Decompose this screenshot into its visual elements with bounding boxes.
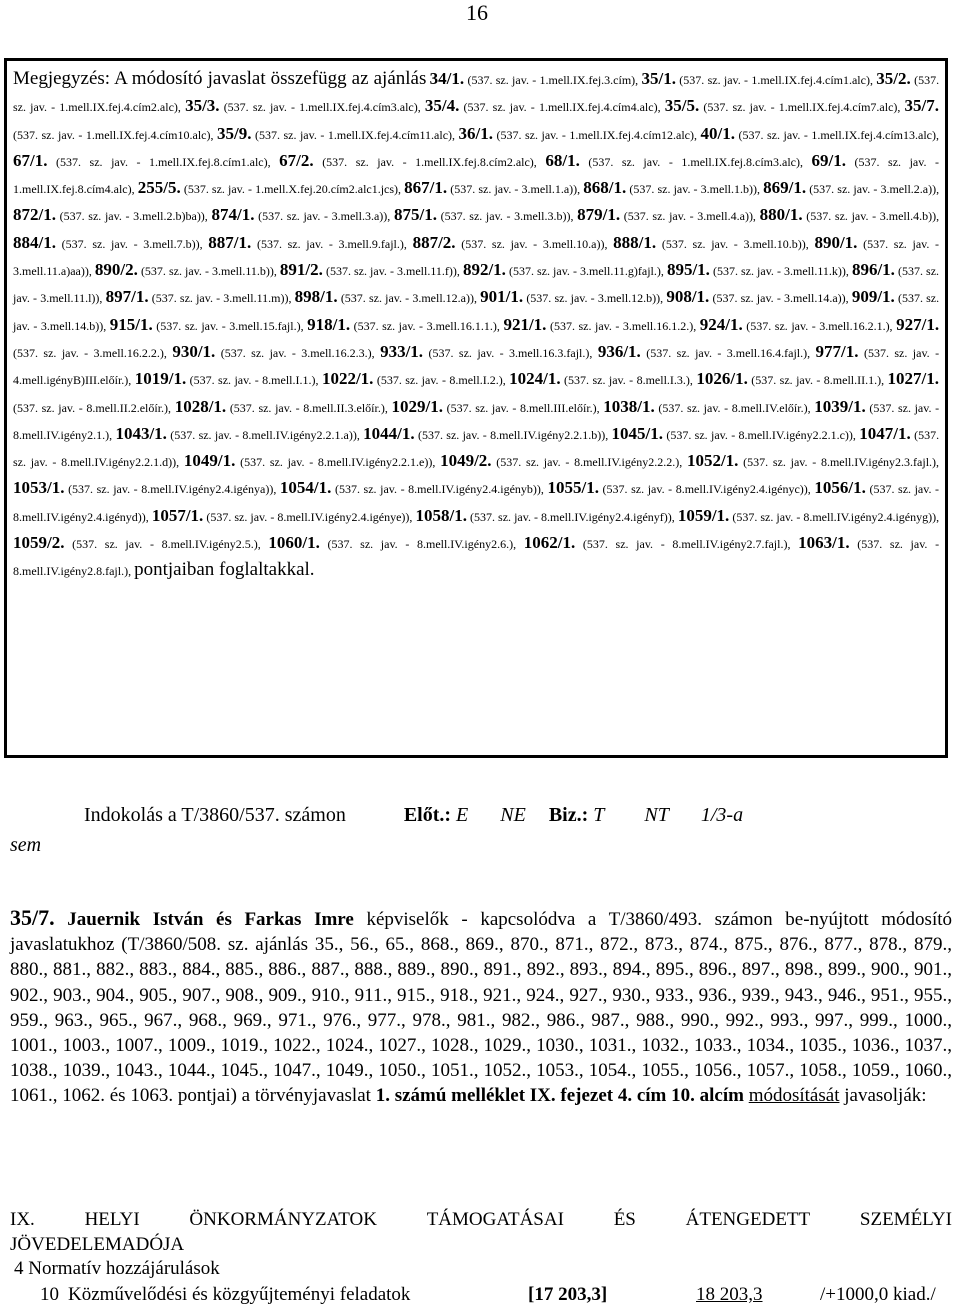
note-item-ref: (537. sz. jav. - 3.mell.1.a)),: [450, 182, 581, 197]
note-item-number: 1052/1.: [686, 451, 739, 471]
note-item-number: 1049/2.: [440, 451, 492, 471]
note-item-ref: (537. sz. jav. - 8.mell.IV.igény2.2.1.d)),: [13, 427, 940, 470]
proposal-chapter: IX. fejezet 4. cím 10. alcím: [529, 1085, 744, 1107]
note-item-ref: (537. sz. jav. - 1.mell.IX.fej.4.cím11.alc),: [254, 127, 456, 142]
note-item-ref: (537. sz. jav. - 3.mell.11.k)),: [712, 264, 849, 279]
elot-label: Előt.:: [403, 804, 452, 826]
section-heading: [10, 1207, 952, 1257]
note-item-number: 890/1.: [814, 232, 858, 252]
note-item-ref: (537. sz. jav. - 8.mell.I.1.),: [189, 373, 319, 388]
note-item-ref: (537. sz. jav. - 3.mell.16.2.1.),: [746, 318, 893, 333]
section-heading-word: HELYI: [84, 1209, 140, 1230]
note-item-number: 875/1.: [393, 205, 437, 225]
note-item-number: 35/7.: [904, 96, 940, 116]
note-item-ref: (537. sz. jav. - 8.mell.IV.igény2.7.fajl.),: [582, 537, 791, 552]
note-item-ref: (537. sz. jav. - 3.mell.11.g)fajl.),: [508, 264, 664, 279]
indoklas-line: [84, 804, 743, 827]
note-item-number: 1053/1.: [13, 478, 65, 498]
note-item-ref: (537. sz. jav. - 1.mell.X.fej.20.cím2.alc1.jcs),: [183, 182, 402, 197]
item-change: /+1000,0 kiad./: [820, 1284, 936, 1305]
note-item-ref: (537. sz. jav. - 3.mell.1.b)),: [629, 182, 760, 197]
note-item-number: 977/1.: [815, 341, 859, 361]
note-item-ref: (537. sz. jav. - 1.mell.IX.fej.4.cím10.alc),: [13, 127, 214, 142]
note-item-number: 1045/1.: [611, 423, 664, 443]
note-item-number: 1058/1.: [415, 505, 467, 525]
note-item-ref: (537. sz. jav. - 8.mell.IV.igény2.4.igényc)),: [602, 482, 811, 497]
note-item-number: 908/1.: [666, 287, 710, 307]
proposal-authors: Jauernik István és Farkas Imre: [67, 909, 354, 930]
note-item-ref: (537. sz. jav. - 3.mell.16.1.1.),: [353, 318, 500, 333]
proposal-annex: 1. számú melléklet: [375, 1085, 526, 1107]
note-item-ref: (537. sz. jav. - 3.mell.11.b)),: [140, 264, 277, 279]
note-item-number: 896/1.: [851, 260, 895, 280]
note-item-ref: (537. sz. jav. - 3.mell.11.a)aa)),: [13, 236, 940, 279]
note-item-ref: (537. sz. jav. - 8.mell.IV.igény2.4.igényb)),: [334, 482, 544, 497]
note-item-number: 1055/1.: [547, 478, 599, 498]
note-item-number: 1047/1.: [859, 423, 911, 443]
note-item-number: 1026/1.: [696, 369, 748, 389]
note-item-ref: (537. sz. jav. - 1.mell.IX.fej.4.cím3.alc),: [223, 100, 421, 115]
note-item-number: 35/1.: [641, 69, 676, 88]
note-item-number: 880/1.: [759, 205, 803, 225]
note-item-number: 887/1.: [208, 232, 252, 252]
note-item-ref: (537. sz. jav. - 4.mell.igényB)III.előír.),: [13, 345, 940, 388]
note-item-number: 921/1.: [503, 314, 547, 334]
note-item-number: 1038/1.: [603, 396, 655, 416]
note-item-ref: (537. sz. jav. - 3.mell.14.b)),: [13, 291, 940, 333]
note-item-number: 69/1.: [811, 150, 846, 170]
item-label: Közművelődési és közgyűjteményi feladatok: [68, 1284, 411, 1305]
note-item-number: 1060/1.: [268, 533, 320, 553]
note-item-ref: (537. sz. jav. - 8.mell.IV.igény2.2.1.a)),: [170, 427, 360, 442]
note-item-ref: (537. sz. jav. - 3.mell.16.4.fajl.),: [646, 345, 811, 360]
note-item-ref: (537. sz. jav. - 3.mell.16.3.fajl.),: [428, 345, 593, 360]
proposal-suggest: javasolják:: [844, 1085, 927, 1107]
biz-t: T: [593, 804, 605, 826]
note-item-number: 1039/1.: [814, 396, 866, 416]
note-item-ref: (537. sz. jav. - 8.mell.II.3.előír.),: [229, 400, 388, 415]
note-item-ref: (537. sz. jav. - 3.mell.14.a)),: [712, 291, 849, 306]
biz-label: Biz.:: [548, 804, 589, 826]
note-item-number: 35/9.: [217, 123, 252, 143]
note-item-ref: (537. sz. jav. - 8.mell.I.3.),: [564, 373, 693, 388]
note-item-number: 936/1.: [597, 341, 641, 361]
note-item-number: 930/1.: [172, 341, 216, 361]
proposal-paragraph: [10, 905, 952, 1109]
note-item-ref: (537. sz. jav. - 8.mell.IV.igény2.3.fajl.),: [743, 455, 940, 470]
note-item-number: 869/1.: [763, 178, 807, 198]
note-item-number: 879/1.: [577, 205, 621, 225]
note-item-number: 1044/1.: [363, 423, 415, 443]
note-item-ref: (537. sz. jav. - 3.mell.3.b)),: [440, 209, 574, 224]
note-item-number: 1024/1.: [509, 369, 561, 389]
note-item-number: 35/4.: [424, 96, 460, 116]
section-heading-word: TÁMOGATÁSAI: [426, 1209, 564, 1230]
normativ-line: 4 Normatív hozzájárulások: [14, 1258, 220, 1279]
note-item-number: 924/1.: [699, 314, 743, 334]
note-item-ref: (537. sz. jav. - 3.mell.4.a)),: [623, 209, 756, 224]
elot-e: E: [456, 804, 469, 826]
section-heading-word: SZEMÉLYI: [859, 1209, 952, 1230]
note-item-ref: (537. sz. jav. - 3.mell.11.m)),: [151, 291, 292, 306]
note-item-number: 36/1.: [458, 123, 494, 143]
note-item-number: 933/1.: [380, 341, 424, 361]
biz-nt: NT: [644, 804, 669, 826]
proposal-text: képviselők - kapcsolódva a T/3860/493. számon be-nyújtott módosító javaslatukhoz (T/3860/508. sz. ajánlás 35., 56., 65., 868., 869., 870., 871., 872., 873., 874., 875., 876., 877., 878., 879., 880., 881., 882., 883., 884., 885., 886., 887., 888., 889., 890., 891., 892., 893., 894., 895., 896., 897., 898., 899., 900., 901., 902., 903., 904., 905., 907., 908., 909., 910., 911., 915., 918., 921., 924., 927., 930., 933., 936., 939., 943., 946., 951., 955., 959., 963., 965., 967., 968., 969., 971., 976., 977., 978., 981., 982., 986., 987., 988., 990., 992., 993., 997., 999., 1000., 1001., 1003., 1007., 1009., 1019., 1022., 1024., 1027., 1028., 1029., 1030., 1031., 1032., 1033., 1034., 1035., 1036., 1037., 1038., 1039., 1043., 1044., 1045., 1047., 1049., 1050., 1051., 1052., 1053., 1054., 1055., 1056., 1057., 1058., 1059., 1060., 1061., 1062. és 1063. pontjai) a törvényjavaslat: [10, 909, 953, 1107]
note-item-ref: (537. sz. jav. - 8.mell.IV.igény2.2.1.b)),: [417, 427, 609, 442]
note-item-number: 1059/1.: [677, 505, 730, 525]
note-item-number: 1043/1.: [115, 423, 167, 443]
note-item-number: 884/1.: [13, 232, 56, 252]
note-item-number: 1029/1.: [391, 396, 443, 416]
note-item-number: 895/1.: [666, 260, 710, 280]
note-item-number: 1057/1.: [151, 505, 204, 525]
note-item-ref: (537. sz. jav. - 8.mell.IV.igény2.2.1.e)),: [240, 455, 436, 470]
biz-ratio: 1/3-a: [700, 804, 744, 826]
note-item-number: 897/1.: [105, 287, 149, 307]
note-item-number: 35/5.: [664, 96, 700, 116]
note-item-ref: (537. sz. jav. - 1.mell.IX.fej.4.cím13.alc),: [738, 127, 939, 142]
note-item-number: 867/1.: [404, 178, 448, 198]
note-item-ref: (537. sz. jav. - 3.mell.10.a)),: [461, 236, 608, 251]
note-item-number: 918/1.: [307, 314, 351, 334]
note-box: [4, 58, 948, 758]
note-item-ref: (537. sz. jav. - 8.mell.III.előír.),: [446, 400, 600, 415]
note-item-number: 901/1.: [480, 287, 524, 307]
note-item-number: 34/1.: [429, 69, 465, 88]
indoklas-label: Indokolás a T/3860/537. számon: [84, 804, 346, 826]
note-item-number: 872/1.: [13, 205, 56, 225]
note-item-ref: (537. sz. jav. - 8.mell.IV.igény2.4.igényf)),: [470, 509, 675, 524]
note-item-ref: (537. sz. jav. - 1.mell.IX.fej.4.cím12.alc),: [496, 127, 698, 142]
note-item-ref: (537. sz. jav. - 3.mell.2.a)),: [809, 182, 940, 197]
note-item-ref: (537. sz. jav. - 1.mell.IX.fej.4.cím1.alc),: [679, 73, 873, 87]
note-item-ref: (537. sz. jav. - 1.mell.IX.fej.3.cím),: [467, 73, 639, 87]
section-heading-line2: JÖVEDELEMADÓJA: [10, 1234, 185, 1255]
elot-ne: NE: [500, 804, 526, 826]
note-item-ref: (537. sz. jav. - 1.mell.IX.fej.4.cím2.alc),: [13, 73, 940, 115]
note-item-ref: (537. sz. jav. - 3.mell.10.b)),: [661, 236, 809, 251]
note-item-ref: (537. sz. jav. - 3.mell.9.fajl.),: [256, 236, 407, 251]
item-old-value: [17 203,3]: [528, 1284, 608, 1305]
note-item-number: 67/2.: [279, 150, 314, 170]
note-item-number: 1022/1.: [321, 369, 374, 389]
note-item-ref: (537. sz. jav. - 8.mell.II.1.),: [751, 373, 885, 388]
note-item-number: 888/1.: [613, 232, 657, 252]
note-item-ref: (537. sz. jav. - 8.mell.IV.igény2.2.2.),: [496, 455, 683, 470]
note-item-number: 1028/1.: [174, 396, 227, 416]
note-item-number: 255/5.: [137, 178, 181, 198]
sem-label: sem: [10, 834, 42, 856]
note-item-ref: (537. sz. jav. - 1.mell.IX.fej.4.cím4.alc),: [463, 100, 661, 115]
proposal-modification: módosítását: [748, 1085, 840, 1107]
note-closing: pontjaiban foglaltakkal.: [134, 559, 315, 581]
note-item-ref: (537. sz. jav. - 8.mell.IV.igény2.1.),: [13, 400, 940, 442]
note-item-number: 927/1.: [896, 314, 940, 334]
section-heading-word: ÉS: [613, 1209, 636, 1230]
note-item-number: 909/1.: [851, 287, 895, 307]
note-item-number: 68/1.: [545, 150, 580, 170]
note-item-number: 868/1.: [583, 178, 627, 198]
note-item-ref: (537. sz. jav. - 8.mell.IV.igény2.4.igényd)),: [13, 482, 940, 524]
note-item-number: 40/1.: [700, 123, 735, 143]
note-item-ref: (537. sz. jav. - 8.mell.IV.igény2.4.igénye)),: [206, 509, 413, 524]
section-heading-word: ÁTENGEDETT: [685, 1209, 811, 1230]
note-item-ref: (537. sz. jav. - 3.mell.11.f)),: [325, 264, 460, 279]
note-item-ref: (537. sz. jav. - 1.mell.IX.fej.8.cím2.alc),: [322, 154, 537, 169]
note-item-number: 1027/1.: [887, 369, 940, 389]
note-item-ref: (537. sz. jav. - 1.mell.IX.fej.8.cím4.alc),: [13, 154, 939, 197]
note-item-number: 915/1.: [109, 314, 153, 334]
note-item-ref: (537. sz. jav. - 3.mell.15.fajl.),: [156, 318, 304, 333]
note-item-ref: (537. sz. jav. - 8.mell.IV.előír.),: [658, 400, 811, 415]
note-item-ref: (537. sz. jav. - 3.mell.12.b)),: [526, 291, 664, 306]
note-item-number: 891/2.: [279, 260, 323, 280]
note-item-number: 890/2.: [94, 260, 138, 280]
note-item-ref: (537. sz. jav. - 8.mell.II.2.előír.),: [13, 400, 172, 415]
note-item-number: 1063/1.: [798, 533, 850, 553]
note-item-ref: (537. sz. jav. - 8.mell.IV.igény2.5.),: [72, 537, 261, 552]
note-item-ref: (537. sz. jav. - 3.mell.16.2.3.),: [220, 345, 375, 360]
note-item-number: 35/2.: [876, 69, 911, 88]
section-heading-word: IX.: [10, 1209, 35, 1230]
note-item-number: 1059/2.: [13, 533, 65, 553]
note-intro: Megjegyzés: A módosító javaslat összefügg az ajánlás: [13, 68, 427, 89]
note-item-ref: (537. sz. jav. - 3.mell.16.2.2.),: [13, 345, 167, 360]
note-item-number: 874/1.: [211, 205, 255, 225]
note-item-ref: (537. sz. jav. - 3.mell.16.1.2.),: [549, 318, 697, 333]
proposal-number: 35/7.: [10, 905, 55, 930]
note-item-number: 67/1.: [13, 150, 48, 170]
note-item-ref: (537. sz. jav. - 3.mell.12.a)),: [340, 291, 477, 306]
note-item-ref: (537. sz. jav. - 8.mell.IV.igény2.4.igényg)),: [732, 509, 940, 524]
note-item-number: 1056/1.: [814, 478, 866, 498]
note-item-ref: (537. sz. jav. - 1.mell.IX.fej.8.cím1.alc),: [56, 154, 271, 169]
note-item-number: 1062/1.: [523, 533, 576, 553]
note-item-ref: (537. sz. jav. - 8.mell.I.2.),: [376, 373, 506, 388]
note-item-ref: (537. sz. jav. - 1.mell.IX.fej.8.cím3.alc),: [588, 154, 803, 169]
note-item-ref: (537. sz. jav. - 8.mell.IV.igény2.6.),: [327, 537, 517, 552]
note-item-number: 1049/1.: [183, 451, 236, 471]
note-item-ref: (537. sz. jav. - 3.mell.3.a)),: [258, 209, 391, 224]
page-number: 16: [466, 0, 488, 25]
note-item-ref: (537. sz. jav. - 3.mell.4.b)),: [806, 209, 940, 224]
note-item-ref: (537. sz. jav. - 8.mell.IV.igény2.8.fajl.),: [13, 537, 940, 579]
section-heading-line1: [10, 1207, 952, 1232]
note-item-ref: (537. sz. jav. - 1.mell.IX.fej.4.cím7.alc),: [703, 100, 901, 115]
note-item-ref: (537. sz. jav. - 3.mell.2.b)ba)),: [59, 209, 208, 224]
item-num: 10: [40, 1284, 59, 1305]
note-item-ref: (537. sz. jav. - 8.mell.IV.igény2.4.igénya)),: [68, 482, 277, 497]
note-item-number: 898/1.: [294, 287, 338, 307]
note-item-number: 887/2.: [412, 232, 456, 252]
note-item-ref: (537. sz. jav. - 3.mell.11.l)),: [13, 264, 940, 306]
note-item-number: 892/1.: [462, 260, 506, 280]
note-items: [13, 69, 940, 581]
note-item-number: 1019/1.: [134, 369, 187, 389]
note-item-number: 35/3.: [185, 96, 220, 116]
note-item-ref: (537. sz. jav. - 8.mell.IV.igény2.2.1.c)),: [666, 427, 856, 442]
note-item-number: 1054/1.: [279, 478, 332, 498]
item-new-value: 18 203,3: [696, 1284, 763, 1305]
note-item-ref: (537. sz. jav. - 3.mell.7.b)),: [61, 236, 203, 251]
section-heading-word: ÖNKORMÁNYZATOK: [189, 1209, 377, 1230]
